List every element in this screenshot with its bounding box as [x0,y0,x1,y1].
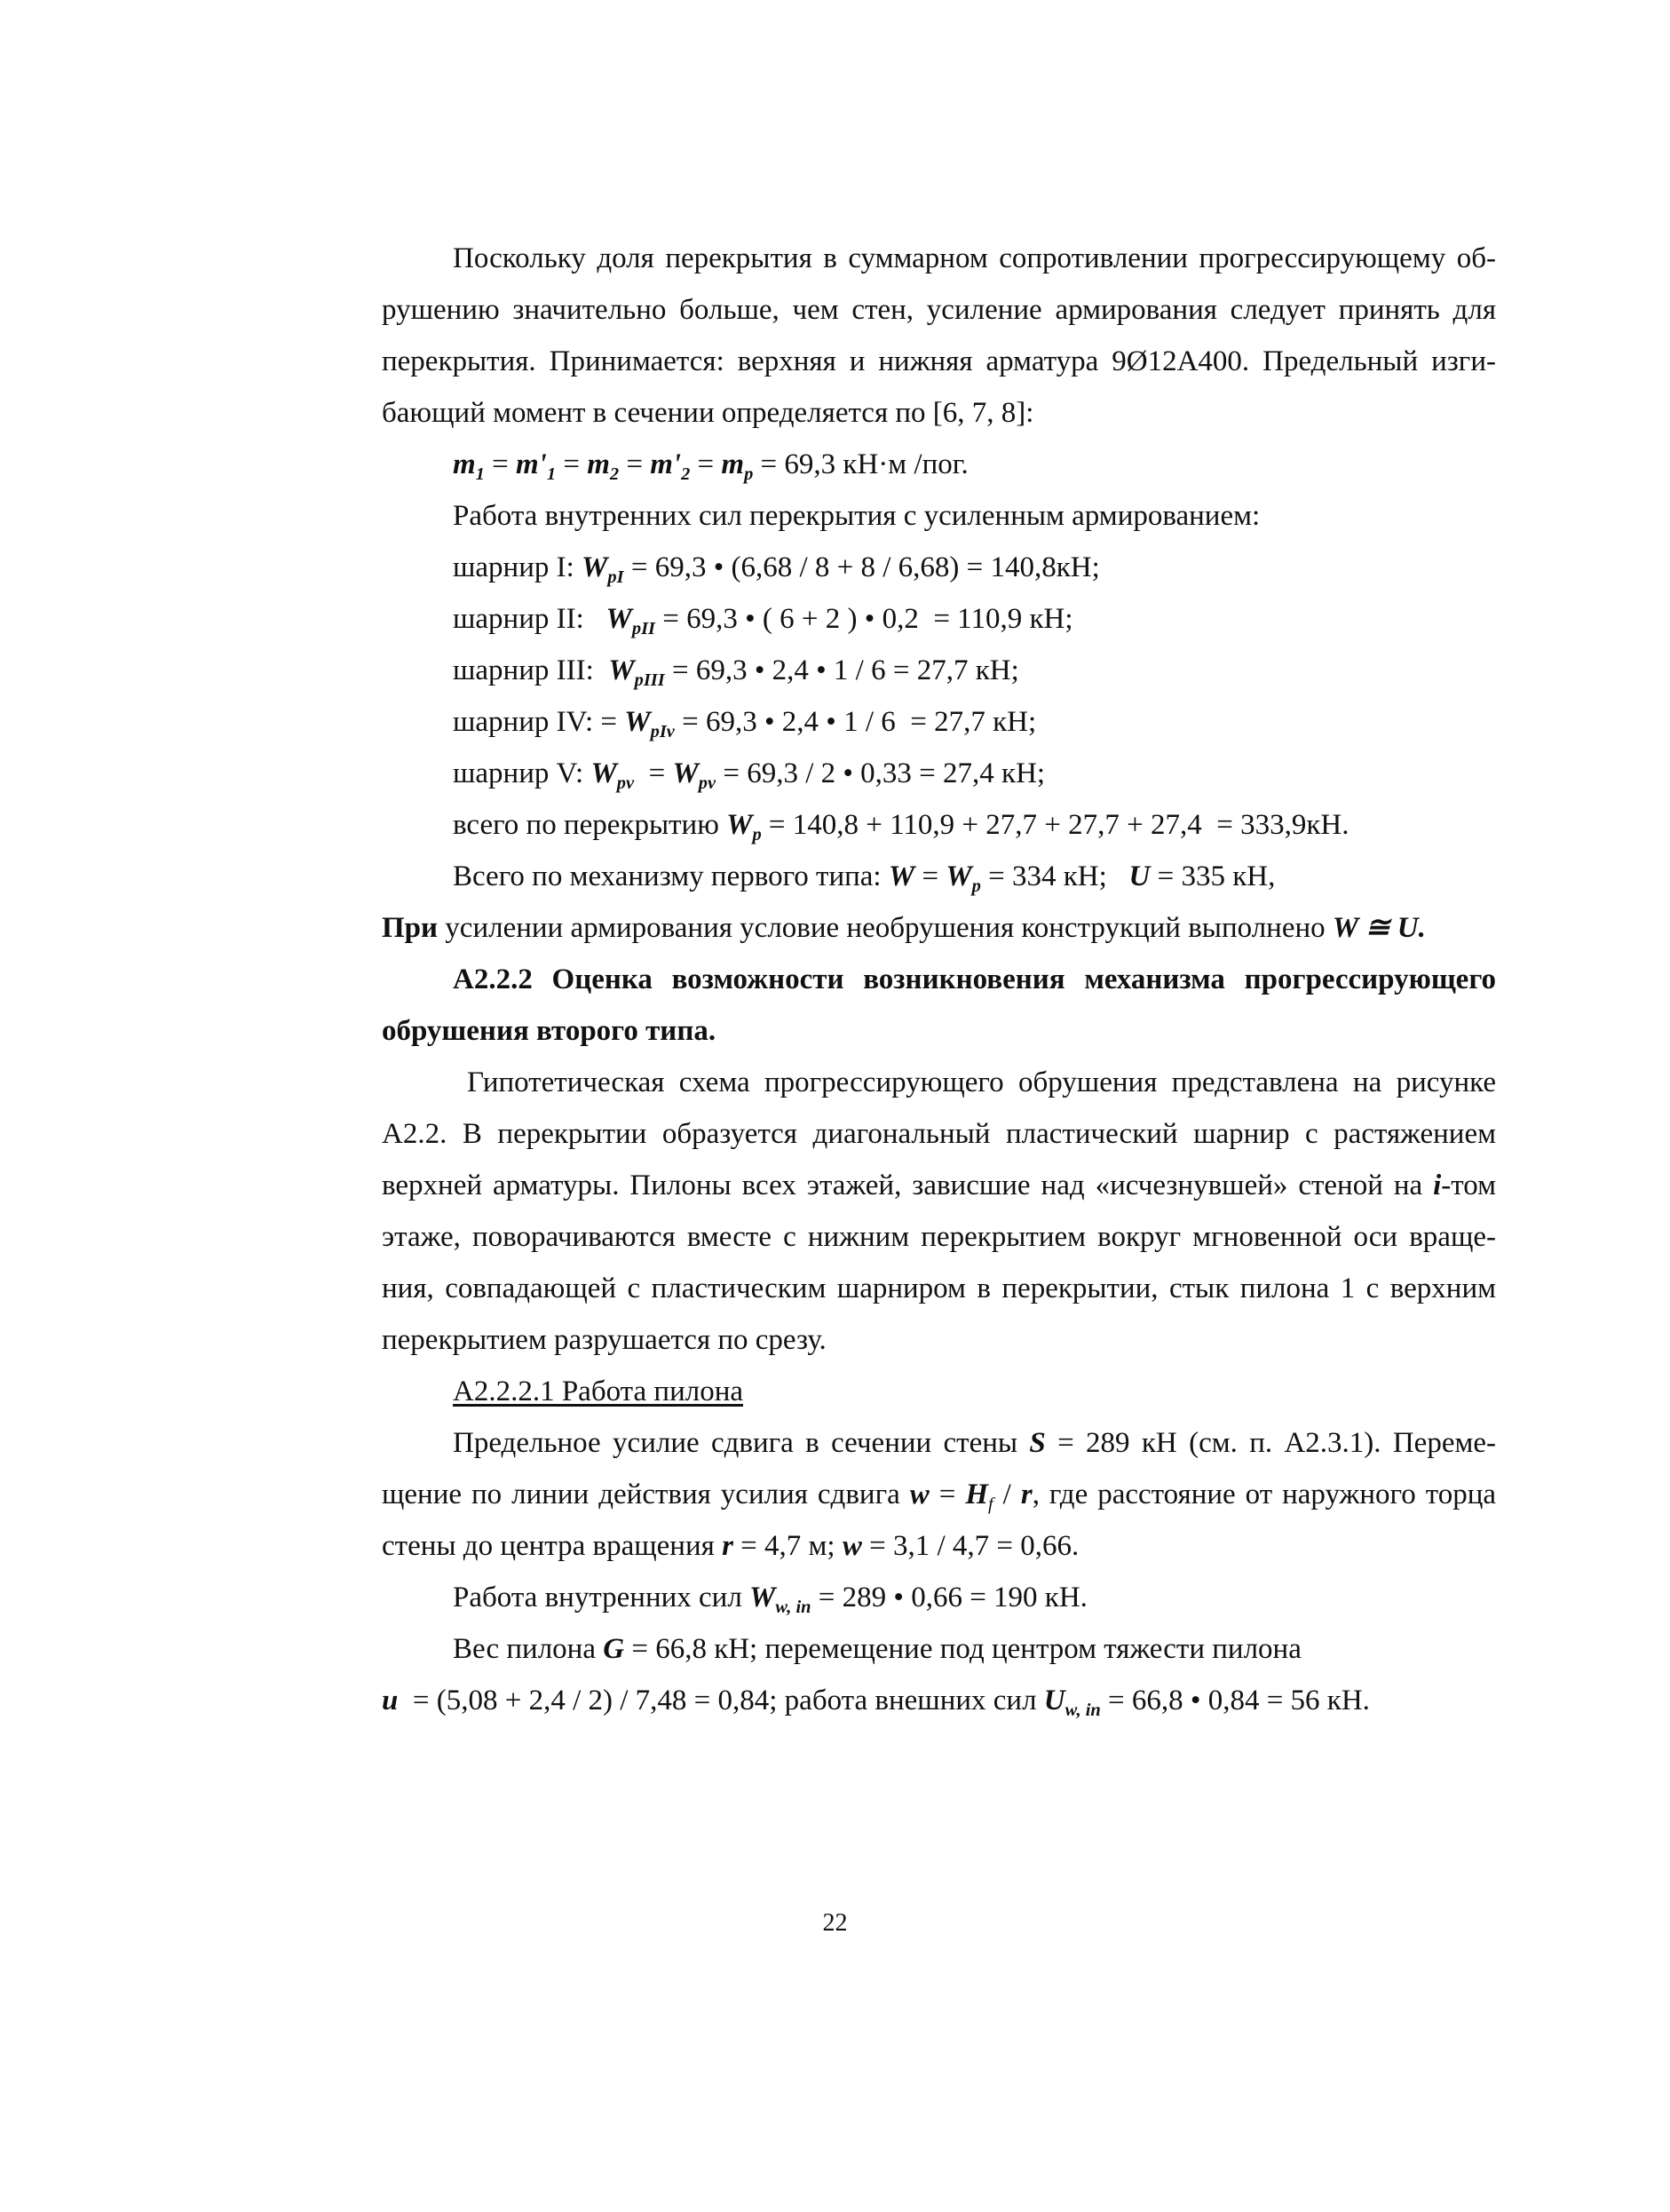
hinge-5: шарнир V: $W_{pv} = W_{pv} = 69,3 / 2$ • 0,33 = 27,4 кН; [453,757,1046,794]
work-internal-line: Работа внутренних сил $W_{w, in} = 289$ • 0,66 = 190 кН. [453,1582,1088,1618]
page-body [382,233,1496,1726]
paragraph-3-line-2: щение по линии действия усилия сдвига $w = H_f / r$, где расстояние от наружного торца [382,1479,1496,1515]
hinge-4: шарнир IV: = $W_{pIv} = 69,3$ • 2,4 • 1 / 6 = 27,7 кН; [453,706,1037,742]
paragraph-2-line-4: этаже, поворачиваются вместе с нижним перекрытием вокруг мгновенной оси враще- [382,1221,1496,1253]
paragraph-2-line-5: ния, совпадающей с пластическим шарниром в перекрытии, стык пилона 1 с верхним [382,1272,1496,1304]
pylon-weight-line: Вес пилона G = 66,8 кН; перемещение под центром тяжести пилона [453,1633,1302,1665]
condition-line: При усилении армирования условие необрушения конструкций выполнено W ≅ U. [382,912,1426,944]
page-number: 22 [822,1909,848,1937]
paragraph-2-line-1: Гипотетическая схема прогрессирующего обрушения представлена на рисунке [467,1066,1496,1098]
hinge-3: шарнир III: $W_{pIII} = 69,3$ • 2,4 • 1 / 6 = 27,7 кН; [453,654,1019,691]
moment-formula: $m_1 = m'_1 = m_2 = m'_2 = m_p = 69,3$ кН·м /пог. [453,448,969,485]
hinge-1: шарнир I: $W_{pI} = 69,3$ • (6,68 / 8 + 8 / 6,68) = 140,8кН; [453,551,1100,588]
paragraph-1-line-2: рушению значительно больше, чем стен, усиление армирования следует принять для [382,294,1496,326]
paragraph-2-line-3: верхней арматуры. Пилоны всех этажей, зависшие над «исчезнувшей» стеной на i-том [382,1169,1496,1201]
paragraph-1-line-1: Поскольку доля перекрытия в суммарном сопротивлении прогрессирующему об- [453,242,1496,274]
section-heading-line-1: А2.2.2 Оценка возможности возникновения механизма прогрессирующего [453,963,1496,995]
paragraph-3-line-3: стены до центра вращения r = 4,7 м; w = 3,1 / 4,7 = 0,66. [382,1530,1080,1562]
paragraph-3-line-1: Предельное усилие сдвига в сечении стены S = 289 кН (см. п. А2.3.1). Переме- [453,1427,1496,1459]
section-heading-line-2: обрушения второго типа. [382,1015,716,1047]
total-mechanism: Всего по механизму первого типа: $W = W_p = 334$ кН; U = 335 кН, [453,860,1276,897]
paragraph-1-line-3: перекрытия. Принимается: верхняя и нижняя арматура 9Ø12А400. Предельный изги- [382,345,1496,377]
paragraph-2-line-6: перекрытием разрушается по срезу. [382,1324,827,1356]
total-slab: всего по перекрытию $W_p = 140,8 + 110,9 + 27,7 + 27,7 + 27,4 = 333,9кН$. [453,809,1349,845]
hinge-2: шарнир II: $W_{pII} = 69,3$ • ( 6 + 2 ) • 0,2 = 110,9 кН; [453,603,1073,639]
displacement-line: u = (5,08 + 2,4 / 2) / 7,48 = 0,84; работа внешних сил $U_{w, in} = 66,8$ • 0,84 = 56 кН. [382,1685,1370,1721]
work-intro: Работа внутренних сил перекрытия с усиленным армированием: [453,500,1261,532]
paragraph-2-line-2: А2.2. В перекрытии образуется диагональный пластический шарнир с растяжением [382,1118,1496,1150]
subsection-heading: А2.2.2.1 Работа пилона [453,1376,744,1407]
paragraph-1-line-4: бающий момент в сечении определяется по [6, 7, 8]: [382,397,1034,429]
